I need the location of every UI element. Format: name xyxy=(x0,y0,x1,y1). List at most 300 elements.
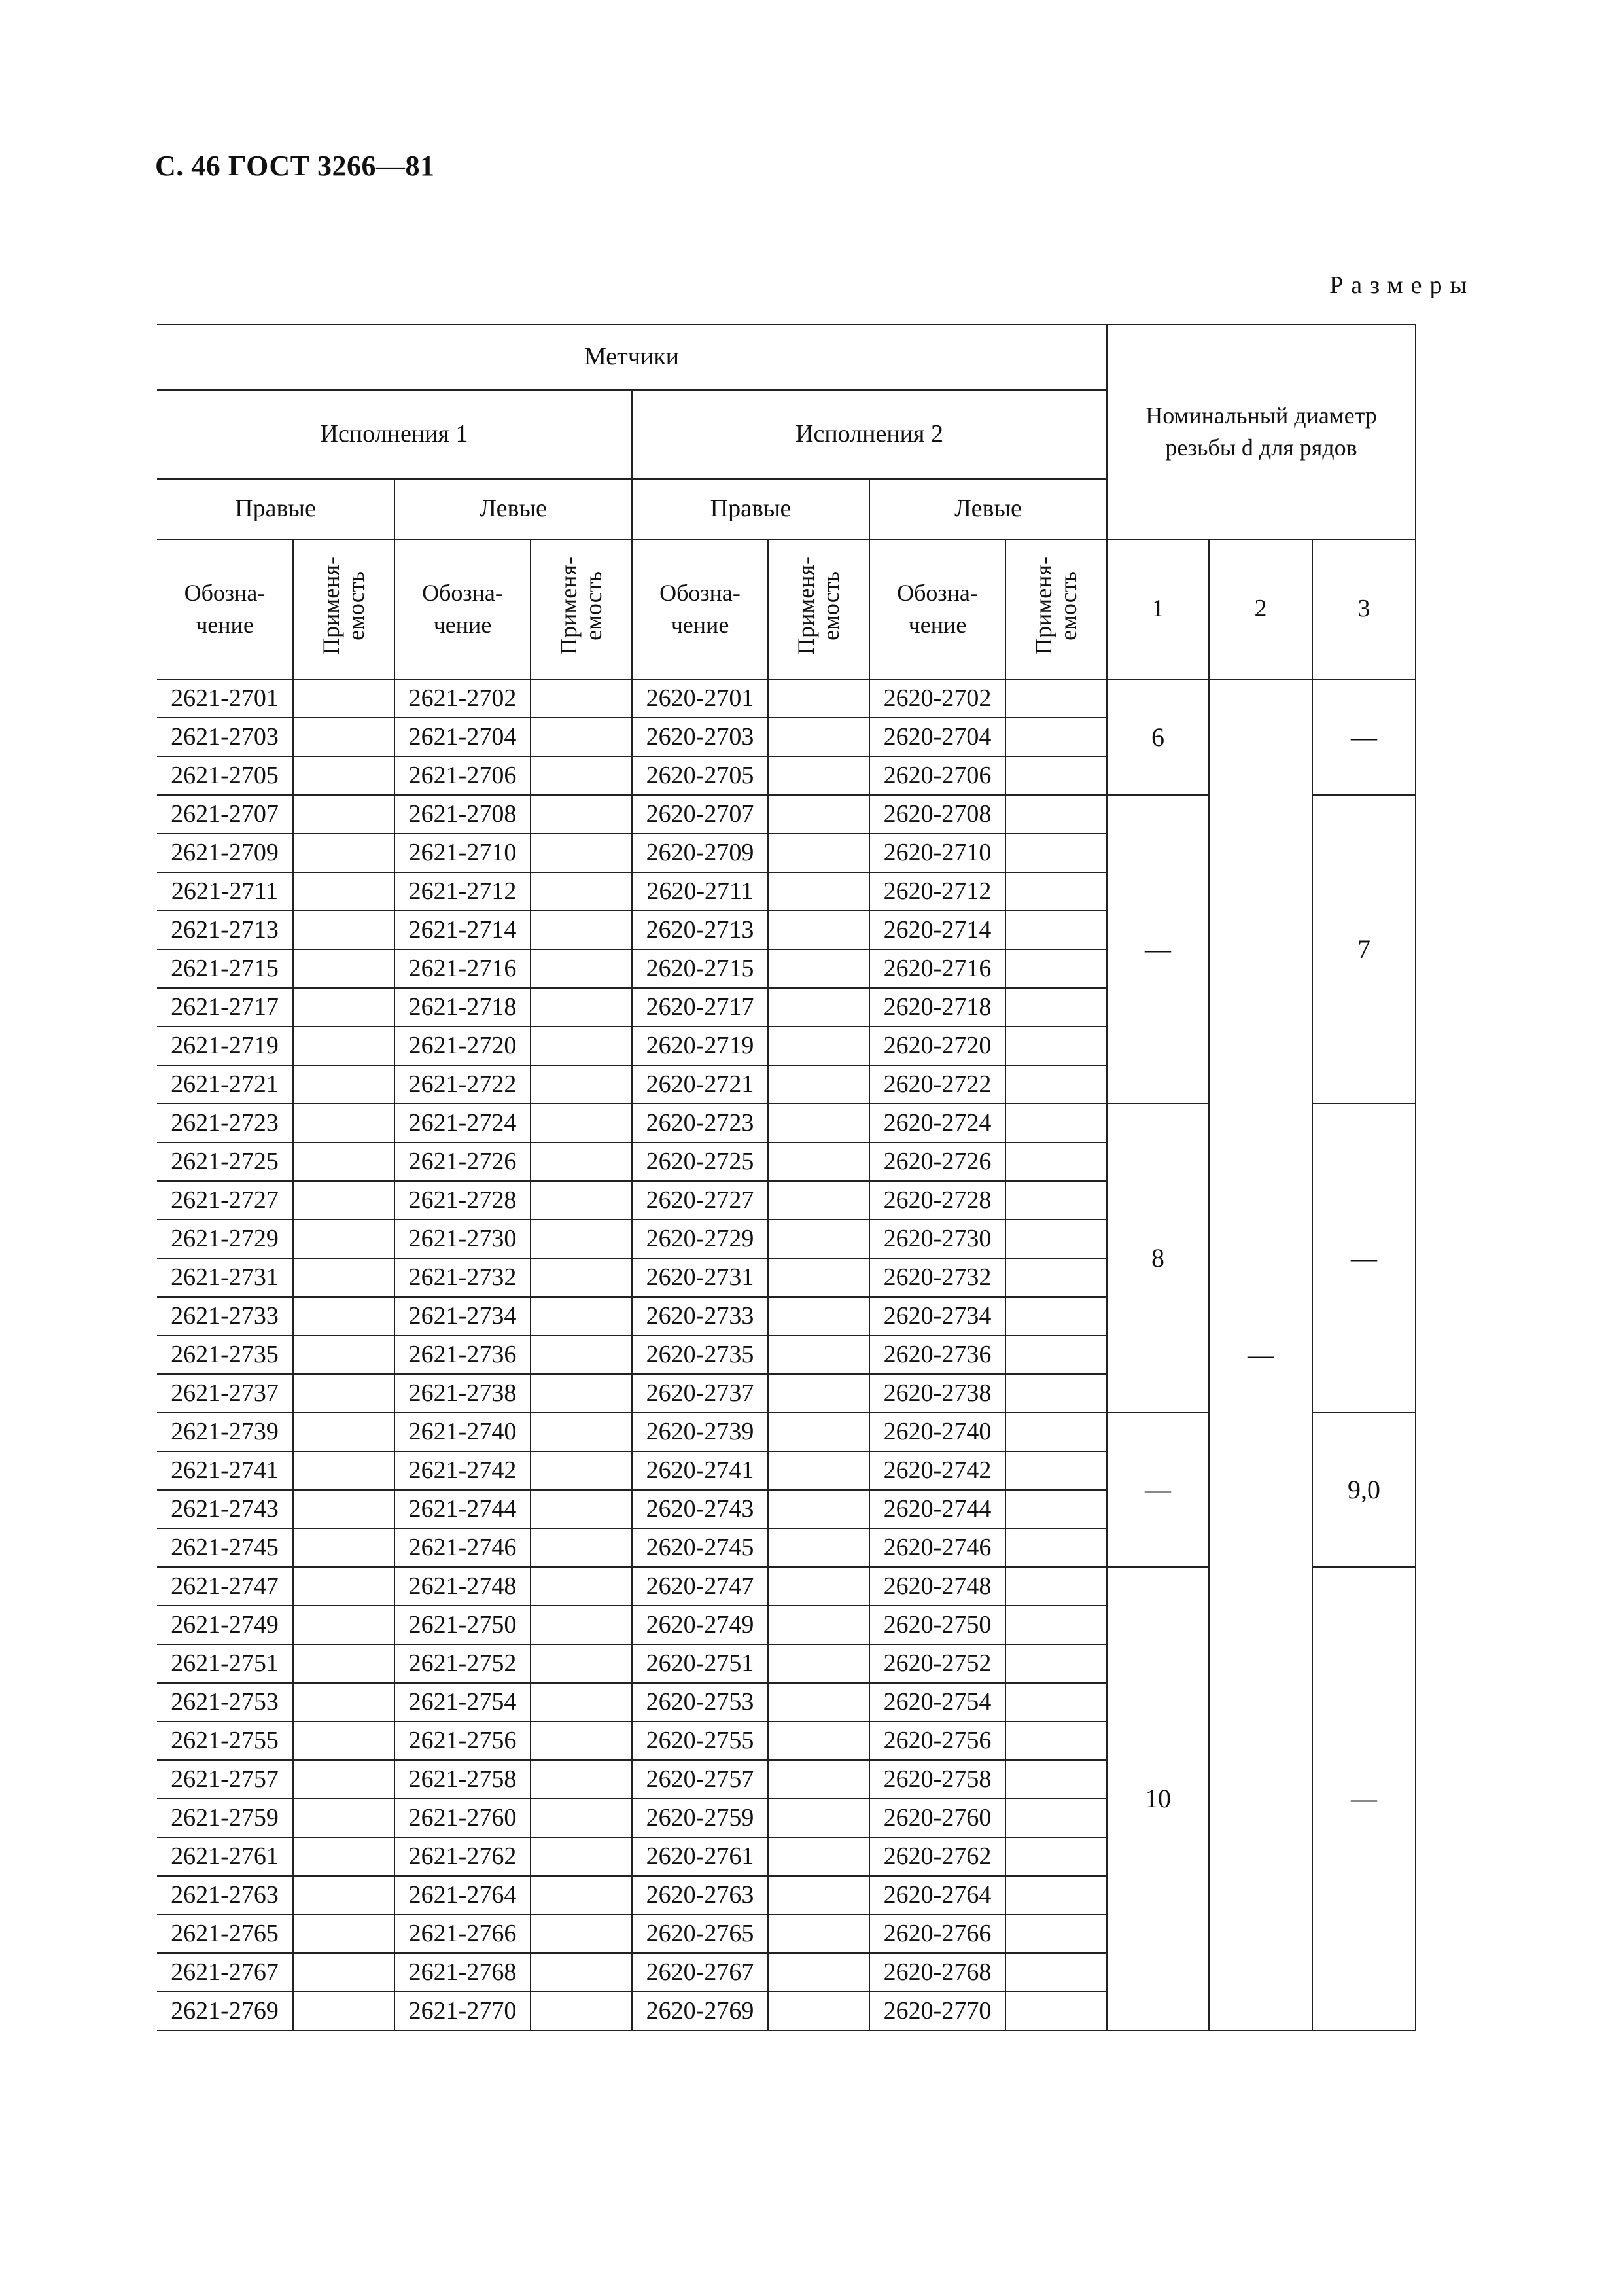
designation-cell: 2620-2766 xyxy=(869,1915,1005,1953)
designation-cell: 2621-2731 xyxy=(157,1258,293,1297)
applicability-cell xyxy=(531,1027,632,1065)
applicability-cell xyxy=(293,1760,394,1799)
designation-cell: 2620-2724 xyxy=(869,1104,1005,1142)
taps-table xyxy=(157,324,1459,2031)
applicability-cell xyxy=(768,834,869,872)
applicability-cell xyxy=(531,1799,632,1837)
applicability-cell xyxy=(1005,1722,1107,1760)
designation-cell: 2620-2758 xyxy=(869,1760,1005,1799)
designation-cell: 2621-2725 xyxy=(157,1142,293,1181)
applicability-cell xyxy=(531,1876,632,1915)
designation-cell: 2620-2750 xyxy=(869,1606,1005,1644)
applicability-cell xyxy=(1005,1297,1107,1335)
applicability-cell xyxy=(768,679,869,718)
applicability-cell xyxy=(1005,1876,1107,1915)
applicability-cell xyxy=(1005,1567,1107,1606)
applicability-cell xyxy=(1005,1065,1107,1104)
designation-cell: 2620-2733 xyxy=(632,1297,768,1335)
designation-header-text: Обозна- чение xyxy=(659,580,741,638)
applicability-cell xyxy=(293,1567,394,1606)
designation-cell: 2621-2735 xyxy=(157,1335,293,1374)
applicability-cell xyxy=(531,872,632,911)
designation-cell: 2621-2770 xyxy=(394,1992,531,2030)
designation-cell: 2620-2765 xyxy=(632,1915,768,1953)
applicability-cell xyxy=(1005,1258,1107,1297)
applicability-cell xyxy=(293,756,394,795)
applicability-cell xyxy=(531,1220,632,1258)
series-1-diameter: — xyxy=(1107,1413,1209,1567)
designation-cell: 2620-2714 xyxy=(869,911,1005,949)
designation-cell: 2620-2707 xyxy=(632,795,768,834)
page-header: С. 46 ГОСТ 3266—81 xyxy=(155,150,435,182)
applicability-cell xyxy=(1005,1915,1107,1953)
designation-cell: 2620-2757 xyxy=(632,1760,768,1799)
designation-cell: 2620-2752 xyxy=(869,1644,1005,1683)
designation-cell: 2621-2749 xyxy=(157,1606,293,1644)
applicability-cell xyxy=(1005,1142,1107,1181)
taps-table-wrapper xyxy=(157,324,1459,2031)
applicability-cell xyxy=(293,1142,394,1181)
designation-cell: 2621-2758 xyxy=(394,1760,531,1799)
applicability-cell xyxy=(768,1567,869,1606)
designation-cell: 2621-2740 xyxy=(394,1413,531,1451)
designation-cell: 2620-2726 xyxy=(869,1142,1005,1181)
applicability-cell xyxy=(293,795,394,834)
designation-cell: 2620-2743 xyxy=(632,1490,768,1528)
applicability-cell xyxy=(768,988,869,1027)
designation-cell: 2620-2708 xyxy=(869,795,1005,834)
applicability-cell xyxy=(531,1451,632,1490)
designation-cell: 2621-2752 xyxy=(394,1644,531,1683)
applicability-header xyxy=(1005,539,1107,679)
designation-header xyxy=(394,539,531,679)
designation-cell: 2620-2748 xyxy=(869,1567,1005,1606)
spacer-cell xyxy=(1416,679,1459,2030)
designation-cell: 2620-2769 xyxy=(632,1992,768,2030)
applicability-cell xyxy=(768,1258,869,1297)
applicability-cell xyxy=(1005,1953,1107,1992)
designation-cell: 2620-2705 xyxy=(632,756,768,795)
designation-header xyxy=(869,539,1005,679)
designation-cell: 2621-2711 xyxy=(157,872,293,911)
designation-cell: 2620-2704 xyxy=(869,718,1005,756)
applicability-cell xyxy=(1005,1606,1107,1644)
designation-cell: 2620-2768 xyxy=(869,1953,1005,1992)
applicability-cell xyxy=(768,1490,869,1528)
applicability-cell xyxy=(531,1760,632,1799)
applicability-cell xyxy=(768,1722,869,1760)
applicability-cell xyxy=(531,1837,632,1876)
designation-cell: 2620-2713 xyxy=(632,911,768,949)
designation-cell: 2620-2741 xyxy=(632,1451,768,1490)
designation-cell: 2621-2701 xyxy=(157,679,293,718)
applicability-header xyxy=(768,539,869,679)
designation-cell: 2621-2716 xyxy=(394,949,531,988)
series-2-diameter: — xyxy=(1209,679,1312,2030)
applicability-cell xyxy=(531,1644,632,1683)
designation-cell: 2620-2722 xyxy=(869,1065,1005,1104)
series-1-diameter: 6 xyxy=(1107,679,1209,795)
applicability-cell xyxy=(531,679,632,718)
applicability-cell xyxy=(768,1837,869,1876)
designation-cell: 2621-2715 xyxy=(157,949,293,988)
series-3-header: 3 xyxy=(1312,539,1416,679)
series-3-diameter: 9,0 xyxy=(1312,1413,1416,1567)
applicability-cell xyxy=(768,1220,869,1258)
designation-cell: 2621-2710 xyxy=(394,834,531,872)
designation-header xyxy=(157,539,293,679)
direction-right-1: Правые xyxy=(157,479,394,539)
diameter-header-cell xyxy=(1107,325,1416,539)
applicability-cell xyxy=(293,1220,394,1258)
applicability-cell xyxy=(1005,1374,1107,1413)
designation-cell: 2621-2760 xyxy=(394,1799,531,1837)
applicability-cell xyxy=(1005,988,1107,1027)
designation-cell: 2620-2729 xyxy=(632,1220,768,1258)
applicability-cell xyxy=(1005,1992,1107,2030)
designation-cell: 2621-2720 xyxy=(394,1027,531,1065)
applicability-cell xyxy=(768,1683,869,1722)
applicability-cell xyxy=(531,795,632,834)
applicability-cell xyxy=(768,1606,869,1644)
series-1-diameter: 10 xyxy=(1107,1567,1209,2030)
applicability-cell xyxy=(768,1413,869,1451)
applicability-cell xyxy=(293,911,394,949)
version-1-header: Исполнения 1 xyxy=(157,390,632,479)
applicability-cell xyxy=(531,1528,632,1567)
designation-cell: 2620-2749 xyxy=(632,1606,768,1644)
designation-cell: 2621-2739 xyxy=(157,1413,293,1451)
applicability-cell xyxy=(293,679,394,718)
designation-cell: 2621-2756 xyxy=(394,1722,531,1760)
applicability-cell xyxy=(768,1451,869,1490)
applicability-cell xyxy=(1005,949,1107,988)
applicability-cell xyxy=(768,1915,869,1953)
applicability-cell xyxy=(293,872,394,911)
designation-cell: 2620-2760 xyxy=(869,1799,1005,1837)
applicability-cell xyxy=(293,718,394,756)
designation-cell: 2621-2754 xyxy=(394,1683,531,1722)
applicability-cell xyxy=(531,1606,632,1644)
designation-header-text: Обозна- чение xyxy=(422,580,503,638)
designation-cell: 2620-2723 xyxy=(632,1104,768,1142)
series-3-diameter: — xyxy=(1312,679,1416,795)
designation-cell: 2621-2750 xyxy=(394,1606,531,1644)
applicability-cell xyxy=(531,718,632,756)
designation-cell: 2620-2717 xyxy=(632,988,768,1027)
designation-cell: 2621-2704 xyxy=(394,718,531,756)
designation-cell: 2621-2738 xyxy=(394,1374,531,1413)
designation-cell: 2620-2731 xyxy=(632,1258,768,1297)
applicability-cell xyxy=(531,1953,632,1992)
applicability-cell xyxy=(531,1722,632,1760)
designation-cell: 2621-2723 xyxy=(157,1104,293,1142)
applicability-cell xyxy=(768,1799,869,1837)
designation-cell: 2620-2767 xyxy=(632,1953,768,1992)
designation-cell: 2621-2717 xyxy=(157,988,293,1027)
applicability-cell xyxy=(293,1606,394,1644)
sizes-label: Размеры xyxy=(1329,272,1475,299)
applicability-cell xyxy=(1005,1220,1107,1258)
designation-cell: 2620-2730 xyxy=(869,1220,1005,1258)
applicability-header xyxy=(531,539,632,679)
direction-right-2: Правые xyxy=(632,479,869,539)
applicability-header-text: Применя- емость xyxy=(1030,557,1081,656)
applicability-cell xyxy=(1005,1027,1107,1065)
applicability-cell xyxy=(531,1142,632,1181)
designation-cell: 2620-2728 xyxy=(869,1181,1005,1220)
designation-cell: 2620-2701 xyxy=(632,679,768,718)
designation-cell: 2621-2727 xyxy=(157,1181,293,1220)
designation-cell: 2620-2742 xyxy=(869,1451,1005,1490)
applicability-cell xyxy=(293,1799,394,1837)
applicability-cell xyxy=(293,1451,394,1490)
applicability-cell xyxy=(768,911,869,949)
applicability-cell xyxy=(531,911,632,949)
designation-cell: 2620-2706 xyxy=(869,756,1005,795)
designation-cell: 2620-2736 xyxy=(869,1335,1005,1374)
applicability-cell xyxy=(768,1142,869,1181)
designation-cell: 2621-2765 xyxy=(157,1915,293,1953)
applicability-cell xyxy=(768,1992,869,2030)
designation-cell: 2620-2759 xyxy=(632,1799,768,1837)
designation-header-text: Обозна- чение xyxy=(897,580,978,638)
designation-cell: 2621-2729 xyxy=(157,1220,293,1258)
applicability-cell xyxy=(768,1876,869,1915)
series-1-header: 1 xyxy=(1107,539,1209,679)
designation-cell: 2621-2722 xyxy=(394,1065,531,1104)
designation-cell: 2621-2745 xyxy=(157,1528,293,1567)
applicability-cell xyxy=(1005,1683,1107,1722)
applicability-cell xyxy=(1005,1760,1107,1799)
applicability-cell xyxy=(1005,756,1107,795)
designation-cell: 2621-2736 xyxy=(394,1335,531,1374)
designation-cell: 2620-2719 xyxy=(632,1027,768,1065)
applicability-cell xyxy=(293,1915,394,1953)
applicability-cell xyxy=(1005,795,1107,834)
applicability-cell xyxy=(1005,1413,1107,1451)
applicability-cell xyxy=(768,1104,869,1142)
applicability-cell xyxy=(293,949,394,988)
direction-left-1: Левые xyxy=(394,479,632,539)
designation-cell: 2621-2724 xyxy=(394,1104,531,1142)
table-row xyxy=(157,679,1459,718)
designation-cell: 2620-2703 xyxy=(632,718,768,756)
designation-cell: 2620-2732 xyxy=(869,1258,1005,1297)
designation-header xyxy=(632,539,768,679)
applicability-cell xyxy=(768,1297,869,1335)
designation-cell: 2620-2747 xyxy=(632,1567,768,1606)
diameter-header: Номинальный диаметр резьбы d для рядов xyxy=(1145,402,1377,461)
applicability-cell xyxy=(1005,872,1107,911)
applicability-cell xyxy=(531,1104,632,1142)
applicability-cell xyxy=(293,1104,394,1142)
designation-cell: 2621-2730 xyxy=(394,1220,531,1258)
spacer-cell xyxy=(1416,539,1459,679)
designation-cell: 2620-2711 xyxy=(632,872,768,911)
applicability-cell xyxy=(1005,1181,1107,1220)
applicability-cell xyxy=(293,1413,394,1451)
designation-cell: 2621-2705 xyxy=(157,756,293,795)
applicability-cell xyxy=(293,1335,394,1374)
applicability-cell xyxy=(768,1181,869,1220)
applicability-cell xyxy=(531,1992,632,2030)
designation-cell: 2621-2734 xyxy=(394,1297,531,1335)
designation-cell: 2621-2728 xyxy=(394,1181,531,1220)
designation-cell: 2620-2755 xyxy=(632,1722,768,1760)
applicability-cell xyxy=(293,1644,394,1683)
designation-cell: 2620-2734 xyxy=(869,1297,1005,1335)
applicability-cell xyxy=(1005,1528,1107,1567)
applicability-cell xyxy=(768,1374,869,1413)
applicability-cell xyxy=(1005,1837,1107,1876)
designation-cell: 2620-2738 xyxy=(869,1374,1005,1413)
designation-cell: 2620-2761 xyxy=(632,1837,768,1876)
applicability-cell xyxy=(768,1760,869,1799)
applicability-header xyxy=(293,539,394,679)
applicability-header-text: Применя- емость xyxy=(555,557,606,656)
designation-cell: 2621-2753 xyxy=(157,1683,293,1722)
applicability-cell xyxy=(768,1065,869,1104)
applicability-cell xyxy=(531,1065,632,1104)
version-2-header: Исполнения 2 xyxy=(632,390,1107,479)
applicability-cell xyxy=(531,1413,632,1451)
applicability-cell xyxy=(531,1335,632,1374)
taps-title-cell xyxy=(157,325,1107,390)
series-1-diameter: 8 xyxy=(1107,1104,1209,1413)
applicability-cell xyxy=(293,1258,394,1297)
applicability-cell xyxy=(1005,1799,1107,1837)
designation-cell: 2621-2769 xyxy=(157,1992,293,2030)
designation-cell: 2620-2727 xyxy=(632,1181,768,1220)
applicability-cell xyxy=(768,795,869,834)
applicability-cell xyxy=(293,834,394,872)
designation-cell: 2621-2732 xyxy=(394,1258,531,1297)
designation-cell: 2621-2755 xyxy=(157,1722,293,1760)
designation-cell: 2621-2706 xyxy=(394,756,531,795)
applicability-cell xyxy=(293,1876,394,1915)
designation-cell: 2620-2716 xyxy=(869,949,1005,988)
applicability-cell xyxy=(531,1915,632,1953)
designation-cell: 2621-2708 xyxy=(394,795,531,834)
designation-cell: 2620-2745 xyxy=(632,1528,768,1567)
designation-cell: 2621-2748 xyxy=(394,1567,531,1606)
taps-title: Метчики xyxy=(584,343,679,371)
designation-cell: 2620-2710 xyxy=(869,834,1005,872)
designation-cell: 2621-2768 xyxy=(394,1953,531,1992)
applicability-cell xyxy=(768,872,869,911)
designation-cell: 2620-2762 xyxy=(869,1837,1005,1876)
designation-cell: 2621-2707 xyxy=(157,795,293,834)
applicability-cell xyxy=(293,1297,394,1335)
applicability-cell xyxy=(293,1992,394,2030)
designation-cell: 2621-2767 xyxy=(157,1953,293,1992)
series-1-diameter: — xyxy=(1107,795,1209,1104)
designation-cell: 2621-2747 xyxy=(157,1567,293,1606)
designation-cell: 2621-2751 xyxy=(157,1644,293,1683)
designation-cell: 2621-2714 xyxy=(394,911,531,949)
designation-cell: 2621-2712 xyxy=(394,872,531,911)
designation-cell: 2621-2763 xyxy=(157,1876,293,1915)
applicability-cell xyxy=(1005,911,1107,949)
applicability-cell xyxy=(293,1181,394,1220)
applicability-cell xyxy=(531,1683,632,1722)
spacer-cell xyxy=(1416,325,1459,539)
applicability-cell xyxy=(1005,834,1107,872)
designation-cell: 2620-2737 xyxy=(632,1374,768,1413)
applicability-cell xyxy=(768,1335,869,1374)
applicability-cell xyxy=(1005,1644,1107,1683)
designation-cell: 2621-2766 xyxy=(394,1915,531,1953)
applicability-cell xyxy=(531,1258,632,1297)
designation-cell: 2621-2757 xyxy=(157,1760,293,1799)
designation-cell: 2621-2719 xyxy=(157,1027,293,1065)
applicability-cell xyxy=(1005,1104,1107,1142)
designation-cell: 2621-2709 xyxy=(157,834,293,872)
applicability-cell xyxy=(768,949,869,988)
applicability-cell xyxy=(293,1683,394,1722)
applicability-cell xyxy=(293,1722,394,1760)
designation-cell: 2621-2702 xyxy=(394,679,531,718)
applicability-cell xyxy=(1005,1335,1107,1374)
designation-cell: 2621-2726 xyxy=(394,1142,531,1181)
designation-cell: 2621-2737 xyxy=(157,1374,293,1413)
applicability-cell xyxy=(1005,718,1107,756)
designation-cell: 2621-2744 xyxy=(394,1490,531,1528)
series-2-header: 2 xyxy=(1209,539,1312,679)
designation-cell: 2621-2761 xyxy=(157,1837,293,1876)
designation-cell: 2621-2741 xyxy=(157,1451,293,1490)
applicability-cell xyxy=(768,1528,869,1567)
applicability-cell xyxy=(531,949,632,988)
designation-cell: 2621-2718 xyxy=(394,988,531,1027)
applicability-cell xyxy=(531,1374,632,1413)
designation-cell: 2620-2764 xyxy=(869,1876,1005,1915)
applicability-cell xyxy=(293,1065,394,1104)
applicability-cell xyxy=(531,1181,632,1220)
applicability-cell xyxy=(293,1837,394,1876)
applicability-header-text: Применя- емость xyxy=(792,557,844,656)
designation-cell: 2620-2739 xyxy=(632,1413,768,1451)
applicability-cell xyxy=(1005,679,1107,718)
applicability-cell xyxy=(768,756,869,795)
series-3-diameter: — xyxy=(1312,1104,1416,1413)
applicability-cell xyxy=(293,1027,394,1065)
designation-cell: 2621-2743 xyxy=(157,1490,293,1528)
designation-cell: 2621-2764 xyxy=(394,1876,531,1915)
applicability-cell xyxy=(531,1297,632,1335)
designation-cell: 2620-2721 xyxy=(632,1065,768,1104)
applicability-cell xyxy=(531,1490,632,1528)
applicability-cell xyxy=(293,988,394,1027)
designation-cell: 2621-2713 xyxy=(157,911,293,949)
designation-cell: 2620-2744 xyxy=(869,1490,1005,1528)
applicability-cell xyxy=(768,718,869,756)
designation-cell: 2621-2721 xyxy=(157,1065,293,1104)
applicability-cell xyxy=(531,834,632,872)
designation-cell: 2620-2763 xyxy=(632,1876,768,1915)
designation-cell: 2620-2702 xyxy=(869,679,1005,718)
designation-cell: 2620-2753 xyxy=(632,1683,768,1722)
designation-cell: 2620-2754 xyxy=(869,1683,1005,1722)
designation-cell: 2621-2746 xyxy=(394,1528,531,1567)
applicability-header-text: Применя- емость xyxy=(317,557,369,656)
applicability-cell xyxy=(768,1027,869,1065)
applicability-cell xyxy=(1005,1451,1107,1490)
applicability-cell xyxy=(293,1953,394,1992)
designation-cell: 2620-2718 xyxy=(869,988,1005,1027)
applicability-cell xyxy=(531,988,632,1027)
